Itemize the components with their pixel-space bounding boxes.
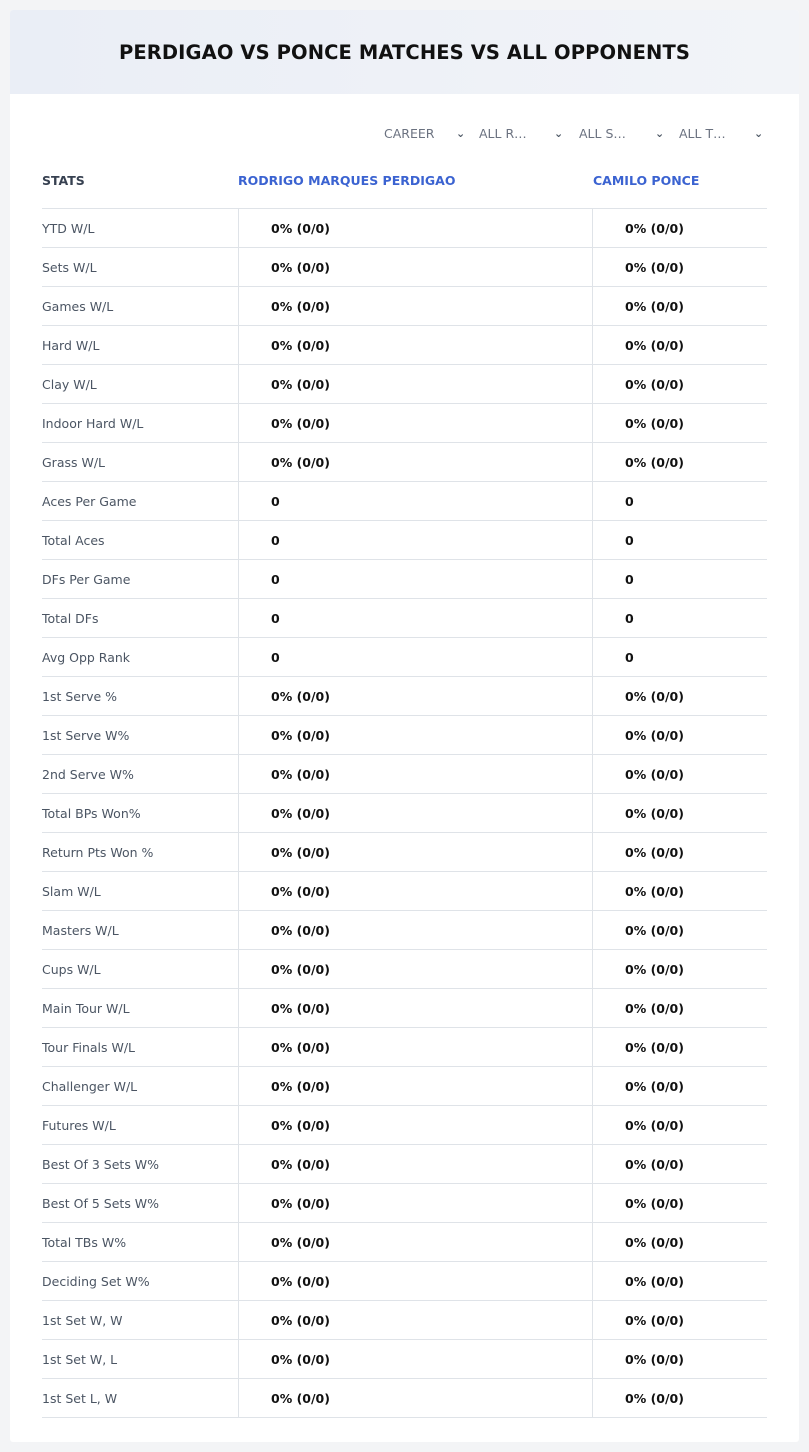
stat-label: Avg Opp Rank [42, 650, 131, 665]
stat-label: Aces Per Game [42, 494, 137, 509]
player1-value: 0% (0/0) [271, 455, 330, 470]
column-header-stats: STATS [42, 173, 85, 188]
player1-value: 0% (0/0) [271, 1001, 330, 1016]
player1-value: 0% (0/0) [271, 1313, 330, 1328]
table-row [42, 365, 767, 404]
player2-value: 0 [625, 611, 634, 626]
stat-label: Total DFs [42, 611, 99, 626]
player2-value: 0% (0/0) [625, 1001, 684, 1016]
player2-value: 0% (0/0) [625, 806, 684, 821]
stat-label: Sets W/L [42, 260, 97, 275]
table-row [42, 482, 767, 521]
player2-value: 0% (0/0) [625, 923, 684, 938]
filter-surface-label: ALL S… [579, 126, 626, 141]
table-row [42, 326, 767, 365]
player1-value: 0% (0/0) [271, 1079, 330, 1094]
table-row [42, 1106, 767, 1145]
stat-label: Slam W/L [42, 884, 101, 899]
table-row [42, 1145, 767, 1184]
stat-label: 1st Set L, W [42, 1391, 118, 1406]
table-row [42, 521, 767, 560]
player1-value: 0 [271, 533, 280, 548]
column-divider [238, 209, 239, 1418]
player1-value: 0% (0/0) [271, 845, 330, 860]
player2-value: 0% (0/0) [625, 845, 684, 860]
filter-round-select[interactable] [479, 126, 564, 146]
table-row [42, 1223, 767, 1262]
stat-label: 2nd Serve W% [42, 767, 134, 782]
player2-value: 0% (0/0) [625, 455, 684, 470]
stats-table [42, 160, 767, 1418]
player1-value: 0% (0/0) [271, 1196, 330, 1211]
player2-value: 0 [625, 650, 634, 665]
filter-tournament-label: ALL T… [679, 126, 726, 141]
player2-value: 0% (0/0) [625, 1196, 684, 1211]
player2-value: 0% (0/0) [625, 689, 684, 704]
table-row [42, 755, 767, 794]
player1-value: 0 [271, 494, 280, 509]
player2-value: 0% (0/0) [625, 1118, 684, 1133]
stat-label: Deciding Set W% [42, 1274, 150, 1289]
table-row [42, 989, 767, 1028]
card-header [10, 10, 799, 94]
filter-surface-select[interactable] [579, 126, 664, 146]
player1-value: 0% (0/0) [271, 923, 330, 938]
table-row [42, 911, 767, 950]
player1-value: 0% (0/0) [271, 1157, 330, 1172]
table-row [42, 209, 767, 248]
table-row [42, 1301, 767, 1340]
chevron-down-icon: ⌄ [754, 127, 764, 140]
stat-label: Best Of 3 Sets W% [42, 1157, 160, 1172]
player2-value: 0% (0/0) [625, 377, 684, 392]
stat-label: YTD W/L [42, 221, 95, 236]
player1-value: 0% (0/0) [271, 962, 330, 977]
filter-bar [10, 126, 799, 146]
stat-label: Total TBs W% [42, 1235, 127, 1250]
player1-value: 0% (0/0) [271, 221, 330, 236]
player2-value: 0% (0/0) [625, 728, 684, 743]
stat-label: 1st Serve % [42, 689, 118, 704]
player1-value: 0% (0/0) [271, 416, 330, 431]
stat-label: Cups W/L [42, 962, 101, 977]
stat-label: Total BPs Won% [42, 806, 141, 821]
player2-value: 0 [625, 494, 634, 509]
table-body [42, 209, 767, 1418]
player1-value: 0% (0/0) [271, 1235, 330, 1250]
column-header-player2-link[interactable]: CAMILO PONCE [593, 173, 700, 188]
table-row [42, 1340, 767, 1379]
table-row [42, 560, 767, 599]
player2-value: 0% (0/0) [625, 1274, 684, 1289]
chevron-down-icon: ⌄ [554, 127, 564, 140]
stat-label: Hard W/L [42, 338, 100, 353]
stat-label: Challenger W/L [42, 1079, 138, 1094]
player1-value: 0% (0/0) [271, 767, 330, 782]
table-row [42, 833, 767, 872]
stat-label: 1st Serve W% [42, 728, 130, 743]
table-row [42, 248, 767, 287]
table-row [42, 404, 767, 443]
player2-value: 0% (0/0) [625, 1079, 684, 1094]
stat-label: 1st Set W, W [42, 1313, 123, 1328]
table-row [42, 443, 767, 482]
player2-value: 0% (0/0) [625, 767, 684, 782]
player2-value: 0% (0/0) [625, 1391, 684, 1406]
player1-value: 0 [271, 572, 280, 587]
player2-value: 0% (0/0) [625, 221, 684, 236]
table-row [42, 1379, 767, 1418]
table-row [42, 950, 767, 989]
player2-value: 0% (0/0) [625, 1352, 684, 1367]
chevron-down-icon: ⌄ [655, 127, 665, 140]
player1-value: 0 [271, 650, 280, 665]
player2-value: 0% (0/0) [625, 1235, 684, 1250]
stat-label: Masters W/L [42, 923, 119, 938]
filter-period-select[interactable] [384, 126, 464, 146]
filter-round-label: ALL R… [479, 126, 527, 141]
table-row [42, 1067, 767, 1106]
table-row [42, 677, 767, 716]
player2-value: 0% (0/0) [625, 884, 684, 899]
stat-label: Indoor Hard W/L [42, 416, 144, 431]
stat-label: 1st Set W, L [42, 1352, 118, 1367]
player1-value: 0% (0/0) [271, 1274, 330, 1289]
player1-value: 0% (0/0) [271, 1391, 330, 1406]
player2-value: 0% (0/0) [625, 260, 684, 275]
player1-value: 0% (0/0) [271, 377, 330, 392]
player1-value: 0% (0/0) [271, 260, 330, 275]
stat-label: Games W/L [42, 299, 114, 314]
player1-value: 0% (0/0) [271, 338, 330, 353]
player2-value: 0% (0/0) [625, 338, 684, 353]
table-row [42, 716, 767, 755]
player1-value: 0% (0/0) [271, 806, 330, 821]
player1-value: 0% (0/0) [271, 299, 330, 314]
player2-value: 0% (0/0) [625, 299, 684, 314]
table-header-row [42, 160, 767, 209]
stat-label: Return Pts Won % [42, 845, 154, 860]
table-row [42, 599, 767, 638]
table-row [42, 1184, 767, 1223]
page-title: PERDIGAO VS PONCE MATCHES VS ALL OPPONENTS [118, 40, 691, 64]
player2-value: 0% (0/0) [625, 1040, 684, 1055]
player2-value: 0% (0/0) [625, 962, 684, 977]
player1-value: 0 [271, 611, 280, 626]
stat-label: Best Of 5 Sets W% [42, 1196, 160, 1211]
stat-label: Grass W/L [42, 455, 106, 470]
player1-value: 0% (0/0) [271, 689, 330, 704]
chevron-down-icon: ⌄ [456, 127, 466, 140]
player2-value: 0% (0/0) [625, 1157, 684, 1172]
stat-label: Main Tour W/L [42, 1001, 130, 1016]
filter-tournament-select[interactable] [679, 126, 764, 146]
table-row [42, 1262, 767, 1301]
stat-label: Clay W/L [42, 377, 97, 392]
player1-value: 0% (0/0) [271, 1118, 330, 1133]
player2-value: 0 [625, 533, 634, 548]
table-row [42, 287, 767, 326]
player1-value: 0% (0/0) [271, 728, 330, 743]
player1-value: 0% (0/0) [271, 1040, 330, 1055]
player2-value: 0% (0/0) [625, 1313, 684, 1328]
table-row [42, 794, 767, 833]
stats-card [10, 10, 799, 1442]
column-header-player1-link[interactable]: RODRIGO MARQUES PERDIGAO [238, 173, 456, 188]
column-divider [592, 209, 593, 1418]
player2-value: 0% (0/0) [625, 416, 684, 431]
stat-label: Futures W/L [42, 1118, 116, 1133]
player1-value: 0% (0/0) [271, 1352, 330, 1367]
table-row [42, 872, 767, 911]
stat-label: Total Aces [42, 533, 105, 548]
table-row [42, 638, 767, 677]
filter-period-label: CAREER [384, 126, 435, 141]
table-row [42, 1028, 767, 1067]
stat-label: DFs Per Game [42, 572, 131, 587]
stat-label: Tour Finals W/L [42, 1040, 136, 1055]
player2-value: 0 [625, 572, 634, 587]
player1-value: 0% (0/0) [271, 884, 330, 899]
